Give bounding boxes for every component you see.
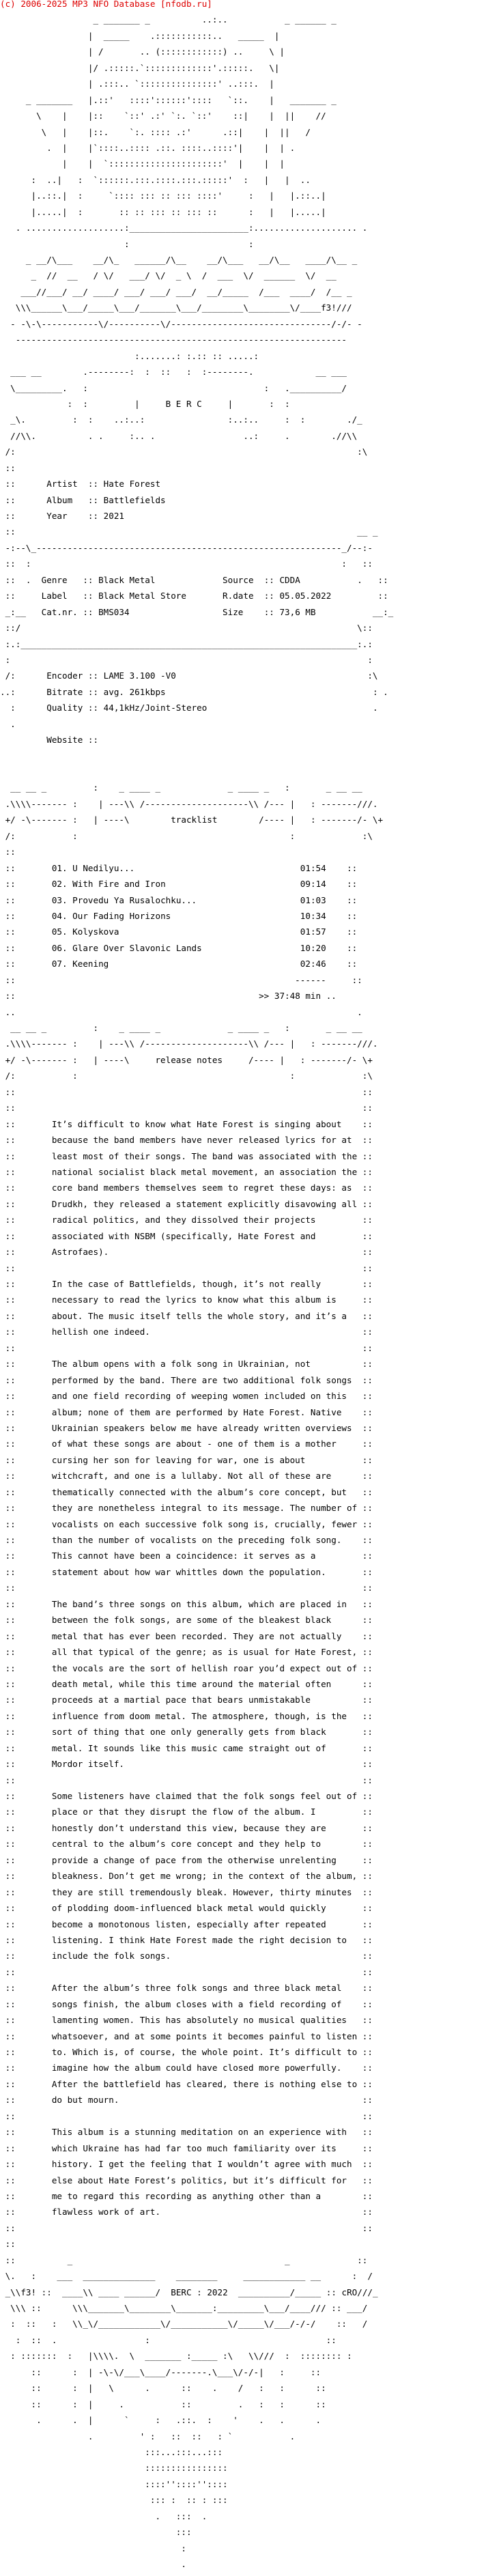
- note-line: :: whatsoever, and at some points it becomes painful to listen ::: [0, 2030, 373, 2041]
- note-text: core band members themselves seem to regret these days: as: [51, 1183, 352, 1193]
- note-text: place or that they disrupt the flow of the album. I: [51, 1807, 316, 1817]
- note-text: After the album’s three folk songs and three black metal: [51, 1983, 342, 1994]
- note-text: than the number of vocalists on the preceding folk song.: [51, 1535, 342, 1545]
- note-line: :: all that typical of the genre; as is usual for Hate Forest, ::: [0, 1647, 373, 1658]
- note-line: :: This cannot have been a coincidence: it serves as a ::: [0, 1551, 373, 1561]
- note-line: :: metal. It sounds like this music came straight out of ::: [0, 1742, 373, 1753]
- note-text: and one field recording of weeping women included on this: [51, 1391, 347, 1402]
- catnr-value: BMS034: [98, 606, 130, 617]
- note-text: hellish one indeed.: [51, 1327, 150, 1337]
- note-text: honestly don’t understand this view, because they are: [51, 1822, 326, 1833]
- note-text: about. The music itself tells the whole story, and it’s a: [51, 1310, 347, 1321]
- note-line: :: performed by the band. There are two additional folk songs ::: [0, 1374, 373, 1385]
- note-text: metal that has ever been recorded. They are not actually: [51, 1630, 342, 1641]
- note-line: :: ::: [0, 1774, 373, 1785]
- note-line: :: bleakness. Don’t get me wrong; in the context of the album, ::: [0, 1871, 373, 1882]
- note-line: :: because the band members have never released lyrics for at ::: [0, 1135, 373, 1146]
- note-text: metal. It sounds like this music came straight out of: [51, 1742, 326, 1753]
- note-line: :: proceeds at a martial pace that bears unmistakable ::: [0, 1695, 373, 1705]
- note-text: me to regard this recording as anything other than a: [51, 2190, 321, 2201]
- note-text: central to the album’s core concept and they help to: [51, 1839, 321, 1850]
- encoder-value: LAME 3.100 -V0: [103, 670, 176, 681]
- note-line: :: ::: [0, 1583, 373, 1594]
- note-text: This album is a stunning meditation on an experience with: [51, 2127, 347, 2138]
- note-text: else about Hate Forest’s politics, but it’s difficult for: [51, 2175, 347, 2185]
- track-row: :: 06. Glare Over Slavonic Lands 10:20 ::: [0, 942, 358, 953]
- note-line: :: do but mourn. ::: [0, 2095, 373, 2106]
- note-line: :: me to regard this recording as anything other than a ::: [0, 2190, 373, 2201]
- note-text: In the case of Battlefields, though, it’s not really: [51, 1279, 321, 1289]
- footer-tag-right: cRO: [341, 2287, 358, 2297]
- note-line: :: the vocals are the sort of hellish roar you’d expect out of ::: [0, 1662, 373, 1673]
- note-line: :: about. The music itself tells the whole story, and it’s a ::: [0, 1310, 373, 1321]
- release-notes-heading: release notes: [155, 1054, 223, 1065]
- note-text: radical politics, and they dissolved their projects: [51, 1215, 316, 1226]
- note-line: :: listening. I think Hate Forest made the right decision to ::: [0, 1934, 373, 1945]
- note-text: flawless work of art.: [51, 2207, 161, 2218]
- note-text: associated with NSBM (specifically, Hate Forest and: [51, 1230, 316, 1241]
- note-text: album; none of them are performed by Hate Forest. Native: [51, 1406, 342, 1417]
- track-row: :: 04. Our Fading Horizons 10:34 ::: [0, 910, 358, 921]
- note-line: :: sort of thing that one only generally gets from black ::: [0, 1727, 373, 1738]
- art-top-4: | .:::.. `:::::::::::::::' ..:::. |: [0, 79, 274, 89]
- note-text: Astrofaes).: [51, 1247, 109, 1258]
- note-text: Ukrainian speakers below me have already written overviews: [51, 1422, 352, 1433]
- note-text: lamenting women. This has absolutely no musical qualities: [51, 2015, 347, 2026]
- note-line: :: In the case of Battlefields, though, it’s not really ::: [0, 1279, 373, 1289]
- note-text: The album opens with a folk song in Ukrainian, not: [51, 1359, 311, 1370]
- art-top-25: _\. : : ..:..: :..:.. : : ./_: [0, 414, 362, 425]
- note-line: :: hellish one indeed. ::: [0, 1327, 373, 1337]
- note-line: :: It’s difficult to know what Hate Forest is singing about ::: [0, 1118, 373, 1129]
- size-value: 73,6 MB: [279, 606, 316, 617]
- note-text: of what these songs are about - one of them is a mother: [51, 1439, 337, 1449]
- note-text: statement about how war whittles down the population.: [51, 1566, 326, 1577]
- footer-year: 2022: [207, 2287, 228, 2297]
- note-text: become a monotonous listen, especially after repeated: [51, 1919, 326, 1929]
- track-row: :: 07. Keening 02:46 ::: [0, 959, 358, 969]
- note-line: :: ::: [0, 1342, 373, 1353]
- note-line: :: include the folk songs. ::: [0, 1951, 373, 1962]
- note-line: :: The album opens with a folk song in Ukrainian, not ::: [0, 1359, 373, 1370]
- note-line: :: songs finish, the album closes with a field recording of ::: [0, 1998, 373, 2009]
- art-top-1: | _____ .:::::::::::.. _____ |: [0, 30, 280, 41]
- note-text: proceeds at a martial pace that bears unmistakable: [51, 1695, 311, 1705]
- note-text: the vocals are the sort of hellish roar you’d expect out of: [51, 1662, 358, 1673]
- note-line: :: radical politics, and they dissolved their projects ::: [0, 1215, 373, 1226]
- art-top-27: /: :\: [0, 447, 368, 457]
- note-line: :: core band members themselves seem to regret these days: as ::: [0, 1183, 373, 1193]
- art-top-23: \_________. : : .__________/: [0, 382, 347, 393]
- track-row: :: 05. Kolyskova 01:57 ::: [0, 926, 358, 937]
- note-text: national socialist black metal movement, an association the: [51, 1166, 358, 1177]
- note-text: witchcraft, and one is a lullaby. Not all of these are: [51, 1471, 332, 1482]
- footer-line-0: ::: [0, 2239, 16, 2250]
- note-text: between the folk songs, are some of the bleakest black: [51, 1615, 332, 1626]
- art-top-22: ___ __ .--------: : :: : :--------. __ ___: [0, 367, 347, 378]
- art-top-6: \ | |:: `::' .:' `:. `::' ::| | || //: [0, 111, 326, 122]
- note-line: :: witchcraft, and one is a lullaby. Not all of these are ::: [0, 1471, 373, 1482]
- note-text: least most of their songs. The band was associated with the: [51, 1150, 358, 1161]
- note-line: :: Astrofaes). ::: [0, 1247, 373, 1258]
- note-text: sort of thing that one only generally gets from black: [51, 1727, 326, 1738]
- note-line: :: between the folk songs, are some of the bleakest black ::: [0, 1615, 373, 1626]
- art-top-17: ___//___/ __/ ____/ ___/ ___/ ___/ __/_____ /___ ____/ /__ _: [0, 286, 352, 297]
- note-text: The band’s three songs on this album, which are placed in: [51, 1598, 347, 1609]
- note-text: Drudkh, they released a statement explicitly disavowing all: [51, 1198, 358, 1209]
- note-text: necessary to read the lyrics to know what this album is: [51, 1294, 337, 1305]
- nfo-document: (c) 2006-2025 MP3 NFO Database [nfodb.ru] _ _______ _ ..:.. _ ______ _ | _____ .:::::::::::.. _____ | | / .. (::::::::::::) .. \ | |/ .:::::.`:::::::::::::'.:::::. \| | .:::.. `:::::::::::::::' ..:::. | _ _______ |.::' ::::'::::::':::: `::. | _______ _ \ | |:: `::' .:' `:. `::' ::| | || // \ | |::. `:. :::: .:' .::| | || / . | |`::::..:::: .::. ::::..::::'| | | . | | `::::::::::::::::::::::' | | | : ..| : `::::::.:::.::::.:::.:::::' : | | .. |..::.| : `:::: ::: :: ::: ::::' : | |.::..| |.....| : :: :: ::: :: ::: :: : | |.....| . ...................:_______________________:.................... . : : _ __/\___ __/\_ ______/\__ __/\___ __/\__ ____/\__ _ _ // __ / \/ ___/ \/ _ \ / ___ \/ ______ \/ __ ___//___/ __/ ____/ ___/ ___/ ___/ __/_____ /___ ____/ /__ _ \\\______\___/_____\___/_______\___/________\________\/____f3!/// - -\-\-----------\/----------\/-------------------------------/-/- - ---------------------------------------------------------------- :.......: :.:: :: .....: ___ __ .--------: : :: : :--------. __ ___ \_________. : : .__________/ : : | B E R C | : : _\. : : ..:..: :..:.. : : ./_ //\\. . . :.. . ..: . .//\\ /: :\ :: :: Artist :: Hate Forest :: Album :: Battlefields :: Year :: 2021 :: __ _ -:--\_-----------------------------------------------------------_/--:- :: : : :: :: . Genre :: Black Metal Source :: CDDA . :: :: Label :: Black Metal Store R.date :: 05.05.2022 :: _:__ Cat.nr. :: BMS034 Size :: 73,6 MB __:_ ::/ \:: :.:_________________________________________________________________:.: : : /: Encoder :: LAME 3.100 -V0 :\ ..: Bitrate :: avg. 261kbps : . : Quality :: 44,1kHz/Joint-Stereo . . Website :: __ __ _ : _ ____ _ _ ____ _ : _ __ __ .\\\\------- : | ---\\ /--------------------\\ /--- | : -------///. +/ -\------- : | ----\ tracklist /---- | : -------/- \+ /: : : :\ :: :: 01. U Nedilyu... 01:54 :: :: 02. With Fire and Iron 09:14 :: :: 03. Provedu Ya Rusalochku... 01:03 :: :: 04. Our Fading Horizons 10:34 :: :: 05. Kolyskova 01:57 :: :: 06. Glare Over Slavonic Lands 10:20 :: :: 07. Keening 02:46 :: :: ------ :: :: >> 37:48 min .. .. . __ __ _ : _ ____ _ _ ____ _ : _ __ __ .\\\\------- : | ---\\ /--------------------\\ /--- | : -------///. +/ -\------- : | ----\ release notes /---- | : -------/- \+ /: : : :\ :: :: :: :: :: It’s difficult to know what Hate Forest is singing about :: :: because the band members have never released lyrics for at :: :: least most of their songs. The band was associated with the :: :: national socialist black metal movement, an association the :: :: core band members themselves seem to regret these days: as :: :: Drudkh, they released a statement explicitly disavowing all :: :: radical politics, and they dissolved their projects :: :: associated with NSBM (specifically, Hate Forest and :: :: Astrofaes). :: :: :: :: In the case of Battlefields, though, it’s not really :: :: necessary to read the lyrics to know what this album is :: :: about. The music itself tells the whole story, and it’s a :: :: hellish one indeed. :: :: :: :: The album opens with a folk song in Ukrainian, not :: :: performed by the band. There are two additional folk songs :: :: and one field recording of weeping women included on this :: :: album; none of them are performed by Hate Forest. Native :: :: Ukrainian speakers below me have already written overviews :: :: of what these songs are about - one of them is a mother :: :: cursing her son for leaving for war, one is about :: :: witchcraft, and one is a lullaby. Not all of these are :: :: thematically connected with the album’s core concept, but :: :: they are nonetheless integral to its message. The number of :: :: vocalists on each successive folk song is, crucially, fewer :: :: than the number of vocalists on the preceding folk song. :: :: This cannot have been a coincidence: it serves as a :: :: statement about how war whittles down the population. :: :: :: :: The band’s three songs on this album, which are placed in :: :: between the folk songs, are some of the bleakest black :: :: metal that has ever been recorded. They are not actually :: :: all that typical of the genre; as is usual for Hate Forest, :: :: the vocals are the sort of hellish roar you’d expect out of :: :: death metal, while this time around the material often :: :: proceeds at a martial pace that bears unmistakable :: :: influence from doom metal. The atmosphere, though, is the :: :: sort of thing that one only generally gets from black :: :: metal. It sounds like this music came straight out of :: :: Mordor itself. :: :: :: :: Some listeners have claimed that the folk songs feel out of :: :: place or that they disrupt the flow of the album. I :: :: honestly don’t understand this view, because they are :: :: central to the album’s core concept and they help to :: :: provide a change of pace from the otherwise unrelenting :: :: bleakness. Don’t get me wrong; in the context of the album, :: :: they are still tremendously bleak. However, thirty minutes :: :: of plodding doom-influenced black metal would quickly :: :: become a monotonous listen, especially after repeated :: :: listening. I think Hate Forest made the right decision to :: :: include the folk songs. :: :: :: :: After the album’s three folk songs and three black metal :: :: songs finish, the album closes with a field recording of :: :: lamenting women. This has absolutely no musical qualities :: :: whatsoever, and at some points it becomes painful to listen :: :: to. Which is, of course, the whole point. It’s difficult to :: :: imagine how the album could have closed more powerfully. :: :: After the battlefield has cleared, there is nothing else to :: :: do but mourn. :: :: :: :: This album is a stunning meditation on an experience with :: :: which Ukraine has had far too much familiarity over its :: :: history. I get the feeling that I wouldn’t agree with much :: :: else about Hate Forest’s politics, but it’s difficult for :: :: me to regard this recording as anything other than a :: :: flawless work of art. :: :: :: :: :: _ _ :: \. : ___ ______________ ________ ____________ __ : / _\\f3! :: ____\\ ____ ______/ BERC : 2022 __________/_____ :: cRO///_ \\\ :: \\\_______\________\_______:_________\___/____/// :: ___/ : :: : \\_\/____________\/___________\/_____\/___/-/-/ :: / : :: . : :: : ::::::: : |\\\\. \ _______ :_____ :\ \\/// : :::::::: : :: : | -\-\/___\____/-------.\___\/-/-| : :: :: : | \ . :: . / : : :: :: : | . :: . : : :: . . | ` : .::. : ' . . . . ' : :: :: : ` . :::...:::...::: :::::::::::::::: ::::''::::'':::: ::: : :: : ::: . ::: . ::: : .: [0, 0, 486, 2576]
- source-value: CDDA: [279, 574, 300, 585]
- note-text: Some listeners have claimed that the folk songs feel out of: [51, 1791, 358, 1801]
- art-top-7: \ | |::. `:. :::: .:' .::| | || /: [0, 126, 311, 137]
- note-text: do but mourn.: [51, 2095, 119, 2106]
- note-line: :: provide a change of pace from the otherwise unrelenting ::: [0, 1854, 373, 1865]
- note-text: influence from doom metal. The atmosphere, though, is the: [51, 1710, 347, 1721]
- note-line: :: lamenting women. This has absolutely no musical qualities ::: [0, 2015, 373, 2026]
- note-line: :: ::: [0, 1966, 373, 1977]
- note-line: :: they are nonetheless integral to its message. The number of ::: [0, 1503, 373, 1514]
- note-line: :: vocalists on each successive folk song is, crucially, fewer ::: [0, 1518, 373, 1529]
- footer-tag-left: f3!: [20, 2287, 37, 2297]
- note-text: This cannot have been a coincidence: it serves as a: [51, 1551, 316, 1561]
- footer-group: BERC: [171, 2287, 192, 2297]
- art-top-3: |/ .:::::.`:::::::::::::'.:::::. \|: [0, 62, 280, 73]
- art-top-16: _ // __ / \/ ___/ \/ _ \ / ___ \/ ______ \/ __: [0, 270, 337, 281]
- note-text: of plodding doom-influenced black metal would quickly: [51, 1903, 326, 1914]
- note-line: :: which Ukraine has had far too much familiarity over its ::: [0, 2142, 373, 2153]
- album-value: Battlefields: [103, 494, 166, 505]
- note-line: :: flawless work of art. ::: [0, 2207, 373, 2218]
- art-top-10: : ..| : `::::::.:::.::::.:::.:::::' : | | ..: [0, 174, 311, 185]
- note-text: which Ukraine has had far too much familiarity over its: [51, 2142, 337, 2153]
- genre-value: Black Metal: [98, 574, 156, 585]
- note-text: all that typical of the genre; as is usual for Hate Forest,: [51, 1647, 358, 1658]
- note-line: :: central to the album’s core concept and they help to ::: [0, 1839, 373, 1850]
- note-text: songs finish, the album closes with a field recording of: [51, 1998, 342, 2009]
- note-line: :: honestly don’t understand this view, because they are ::: [0, 1822, 373, 1833]
- art-top-14: : :: [0, 238, 254, 249]
- note-line: :: else about Hate Forest’s politics, but it’s difficult for ::: [0, 2175, 373, 2185]
- note-line: :: album; none of them are performed by Hate Forest. Native ::: [0, 1406, 373, 1417]
- note-line: :: cursing her son for leaving for war, one is about ::: [0, 1454, 373, 1465]
- note-line: :: they are still tremendously bleak. However, thirty minutes ::: [0, 1886, 373, 1897]
- note-line: :: This album is a stunning meditation on an experience with ::: [0, 2127, 373, 2138]
- note-text: whatsoever, and at some points it becomes painful to listen: [51, 2030, 358, 2041]
- note-text: they are nonetheless integral to its message. The number of: [51, 1503, 358, 1514]
- art-top-12: |.....| : :: :: ::: :: ::: :: : | |.....|: [0, 206, 326, 217]
- note-text: listening. I think Hate Forest made the right decision to: [51, 1934, 347, 1945]
- total-length: 37:48 min: [274, 991, 321, 1002]
- art-top-24: : : | B E R C | : :: [0, 398, 290, 409]
- bitrate-value: avg. 261kbps: [103, 686, 166, 697]
- art-top-5: _ _______ |.::' ::::'::::::':::: `::. | _______ _: [0, 94, 337, 105]
- note-text: bleakness. Don’t get me wrong; in the context of the album,: [51, 1871, 358, 1882]
- note-line: :: least most of their songs. The band was associated with the ::: [0, 1150, 373, 1161]
- note-line: :: imagine how the album could have closed more powerfully. ::: [0, 2063, 373, 2073]
- note-line: :: than the number of vocalists on the preceding folk song. ::: [0, 1535, 373, 1545]
- note-text: vocalists on each successive folk song is, crucially, fewer: [51, 1518, 358, 1529]
- note-text: history. I get the feeling that I wouldn’t agree with much: [51, 2159, 352, 2170]
- note-line: :: of plodding doom-influenced black metal would quickly ::: [0, 1903, 373, 1914]
- rdate-value: 05.05.2022: [279, 591, 332, 601]
- quality-value: 44,1kHz/Joint-Stereo: [103, 703, 208, 713]
- note-line: :: The band’s three songs on this album, which are placed in ::: [0, 1598, 373, 1609]
- note-line: :: Ukrainian speakers below me have already written overviews ::: [0, 1422, 373, 1433]
- note-text: imagine how the album could have closed more powerfully.: [51, 2063, 342, 2073]
- note-line: :: and one field recording of weeping women included on this ::: [0, 1391, 373, 1402]
- art-top-9: | | `::::::::::::::::::::::' | | |: [0, 158, 285, 169]
- header-title: (c) 2006-2025 MP3 NFO Database [nfodb.ru]: [0, 0, 212, 9]
- note-line: :: influence from doom metal. The atmosphere, though, is the ::: [0, 1710, 373, 1721]
- note-line: :: Drudkh, they released a statement explicitly disavowing all ::: [0, 1198, 373, 1209]
- note-text: they are still tremendously bleak. However, thirty minutes: [51, 1886, 352, 1897]
- note-text: Mordor itself.: [51, 1759, 124, 1770]
- note-text: thematically connected with the album’s core concept, but: [51, 1486, 347, 1497]
- note-text: death metal, while this time around the material often: [51, 1678, 332, 1689]
- art-top-21: :.......: :.:: :: .....:: [0, 350, 259, 361]
- note-text: cursing her son for leaving for war, one is about: [51, 1454, 306, 1465]
- note-line: :: become a monotonous listen, especially after repeated ::: [0, 1919, 373, 1929]
- note-line: :: After the battlefield has cleared, there is nothing else to ::: [0, 2078, 373, 2089]
- note-line: :: Mordor itself. ::: [0, 1759, 373, 1770]
- note-line: :: history. I get the feeling that I wouldn’t agree with much ::: [0, 2159, 373, 2170]
- note-text: After the battlefield has cleared, there is nothing else to: [51, 2078, 358, 2089]
- track-row: :: 03. Provedu Ya Rusalochku... 01:03 ::: [0, 894, 358, 905]
- note-line: :: After the album’s three folk songs and three black metal ::: [0, 1983, 373, 1994]
- note-line: :: necessary to read the lyrics to know what this album is ::: [0, 1294, 373, 1305]
- art-top-0: _ _______ _ ..:.. _ ______ _: [0, 14, 337, 25]
- note-text: because the band members have never released lyrics for at: [51, 1135, 352, 1146]
- note-text: performed by the band. There are two additional folk songs: [51, 1374, 352, 1385]
- note-line: :: Some listeners have claimed that the folk songs feel out of ::: [0, 1791, 373, 1801]
- note-line: :: place or that they disrupt the flow of the album. I ::: [0, 1807, 373, 1817]
- art-top-2: | / .. (::::::::::::) .. \ |: [0, 46, 285, 57]
- art-top-8: . | |`::::..:::: .::. ::::..::::'| | | .: [0, 142, 296, 153]
- artist-value: Hate Forest: [103, 479, 161, 490]
- note-text: provide a change of pace from the otherwise unrelenting: [51, 1854, 337, 1865]
- art-top-15: _ __/\___ __/\_ ______/\__ __/\___ __/\__ ____/\__ _: [0, 255, 358, 265]
- art-top-18: \\\______\___/_____\___/_______\___/________\________\/____f3!///: [0, 302, 352, 313]
- track-row: :: 02. With Fire and Iron 09:14 ::: [0, 879, 358, 890]
- art-top-28: ::: [0, 462, 16, 473]
- year-value: 2021: [103, 511, 124, 521]
- note-line: :: ::: [0, 2110, 373, 2121]
- note-line: :: thematically connected with the album’s core concept, but ::: [0, 1486, 373, 1497]
- tracklist-heading: tracklist: [171, 815, 218, 825]
- art-top-26: //\\. . . :.. . ..: . .//\\: [0, 430, 358, 441]
- note-line: :: to. Which is, of course, the whole point. It’s difficult to ::: [0, 2047, 373, 2057]
- note-line: :: death metal, while this time around the material often ::: [0, 1678, 373, 1689]
- note-line: :: associated with NSBM (specifically, Hate Forest and ::: [0, 1230, 373, 1241]
- note-line: :: statement about how war whittles down the population. ::: [0, 1566, 373, 1577]
- note-text: It’s difficult to know what Hate Forest is singing about: [51, 1118, 342, 1129]
- track-row: :: 01. U Nedilyu... 01:54 ::: [0, 862, 358, 873]
- note-line: :: metal that has ever been recorded. They are not actually ::: [0, 1630, 373, 1641]
- note-text: include the folk songs.: [51, 1951, 171, 1962]
- label-value: Black Metal Store: [98, 591, 186, 601]
- note-line: :: of what these songs are about - one of them is a mother ::: [0, 1439, 373, 1449]
- note-line: :: ::: [0, 1262, 373, 1273]
- note-text: to. Which is, of course, the whole point. It’s difficult to: [51, 2047, 358, 2057]
- art-top-20: ----------------------------------------------------------------: [0, 335, 347, 345]
- art-top-19: - -\-\-----------\/----------\/-------------------------------/-/- -: [0, 318, 362, 329]
- note-line: :: national socialist black metal movement, an association the ::: [0, 1166, 373, 1177]
- art-top-11: |..::.| : `:::: ::: :: ::: ::::' : | |.::..|: [0, 190, 326, 201]
- art-top-13: . ...................:_______________________:.................... .: [0, 223, 368, 233]
